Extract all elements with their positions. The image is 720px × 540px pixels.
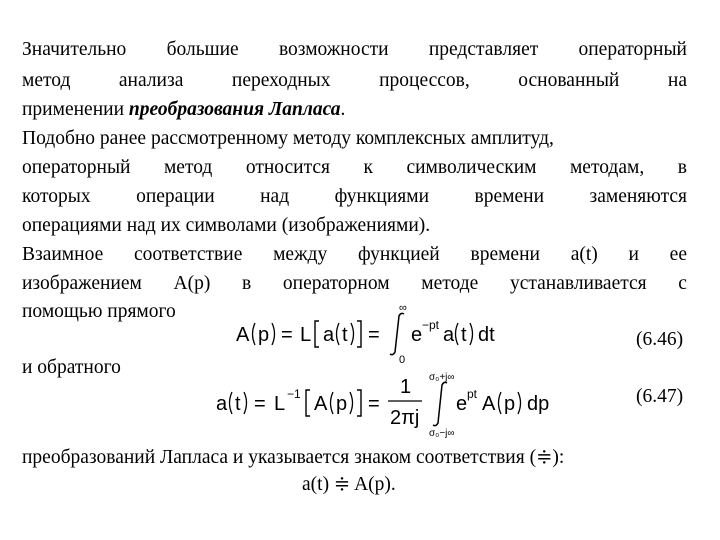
formula-arg: p [336, 393, 348, 415]
bracket-left [315, 321, 319, 347]
integral-upper-limit: ∞ [399, 302, 407, 314]
operator-exponent: −1 [287, 387, 301, 401]
bracket-left [306, 390, 310, 416]
formula-direct-laplace [228, 300, 528, 364]
formula-inner: a [323, 324, 335, 346]
emphasized-term: преобразования Лапласа [128, 99, 341, 120]
word: на [667, 70, 687, 91]
integral-upper-limit: σ₀+j∞ [429, 372, 455, 383]
word: изображением [22, 273, 142, 294]
paren-left [253, 323, 256, 345]
paragraph1-line2 [22, 69, 687, 93]
paragraph3-line2 [22, 272, 687, 296]
integrand-exponent: pt [467, 387, 478, 401]
paren-right [518, 392, 521, 414]
paragraph2-line1: Подобно ранее рассмотренному методу комплексных амплитуд, [22, 128, 554, 149]
formula-operator: L [274, 393, 286, 415]
word: операторном [282, 273, 390, 294]
word: которых [22, 186, 91, 207]
word: заменяются [589, 186, 687, 207]
paren-left [337, 323, 340, 345]
word: метод [163, 157, 213, 178]
paren-left [499, 392, 502, 414]
paren-left [230, 392, 233, 414]
label-inverse: и обратного [22, 357, 121, 378]
formula-arg: t [342, 324, 348, 346]
integral-lower-limit: σ₀−j∞ [429, 428, 455, 439]
word: операторный [22, 157, 131, 178]
word: времени [474, 186, 545, 207]
word: в [242, 273, 252, 294]
word: соответствие [133, 244, 243, 265]
equation-number: (6.46) [636, 329, 684, 350]
closing-line2: a(t) ≑ A(p). [302, 474, 396, 495]
word: анализа [118, 70, 184, 91]
word: с [678, 273, 687, 294]
fraction-denominator: 2πj [390, 407, 420, 429]
word: между [273, 244, 328, 265]
paren-left [456, 323, 459, 345]
formula-eq: = [281, 324, 293, 346]
formula-operator: L [300, 324, 312, 346]
paragraph1-line1 [22, 38, 687, 62]
integral-sign [433, 382, 447, 425]
bracket-right [357, 321, 361, 347]
word: метод [22, 70, 71, 91]
formula-eq: = [254, 393, 266, 415]
formula-arg: t [235, 393, 241, 415]
formula-lhs: a [216, 393, 228, 415]
text: . [340, 99, 346, 120]
paragraph2-line4: операциями над их символами (изображениями). [22, 215, 431, 236]
integrand-function: A [482, 393, 496, 415]
paren-right [470, 323, 473, 345]
word: устанавливается [509, 273, 647, 294]
text: применении [22, 99, 129, 120]
word: возможности [278, 39, 389, 60]
formula-arg: t [461, 324, 467, 346]
word: времени [470, 244, 540, 265]
word: ее [669, 244, 687, 265]
word: и [628, 244, 639, 265]
integrand-function: a [443, 324, 455, 346]
word: основанный [518, 70, 620, 91]
formula-eq: = [368, 324, 380, 346]
word: методам, [569, 157, 645, 178]
word: Взаимное [22, 244, 104, 265]
paragraph2-line2 [22, 156, 687, 180]
integral-sign [390, 313, 404, 354]
differential: dp [527, 393, 550, 415]
paragraph3-line1 [22, 243, 687, 267]
word: операторный [578, 39, 687, 60]
formula-inner: A [314, 393, 328, 415]
closing-line1: преобразований Лапласа и указывается знаком соответствия (≑): [22, 447, 565, 468]
word: представляет [428, 39, 539, 60]
word: переходных [231, 70, 331, 91]
word: большие [166, 39, 239, 60]
formula-arg: p [258, 324, 270, 346]
fraction-numerator: 1 [400, 376, 412, 398]
bracket-right [357, 390, 361, 416]
formula-arg: p [504, 393, 516, 415]
paren-left [331, 392, 334, 414]
paren-right [244, 392, 247, 414]
integral-lower-limit: 0 [399, 354, 406, 364]
integrand-exponent: −pt [422, 318, 440, 332]
paren-right [350, 392, 353, 414]
paragraph3-line3: помощью прямого [22, 301, 176, 322]
word: функцией [357, 244, 440, 265]
word: a(t) [570, 244, 598, 265]
formula-inverse-laplace [210, 368, 590, 440]
word: операции [136, 186, 215, 207]
formula-eq: = [368, 393, 380, 415]
word: методе [421, 273, 479, 294]
word: к [363, 157, 373, 178]
word: A(p) [173, 273, 211, 294]
paragraph2-line3 [22, 185, 687, 209]
word: в [677, 157, 687, 178]
word: Значительно [22, 39, 127, 60]
word: символическим [406, 157, 537, 178]
paren-right [351, 323, 354, 345]
formula-lhs: A [236, 324, 250, 346]
word: функциями [334, 186, 430, 207]
equation-number: (6.47) [636, 386, 684, 407]
differential: dt [478, 324, 495, 346]
paragraph1-line3 [22, 98, 687, 122]
integrand-base: e [456, 393, 468, 415]
integrand-base: e [411, 324, 423, 346]
word: над [260, 186, 290, 207]
word: относится [245, 157, 330, 178]
paren-right [272, 323, 275, 345]
word: процессов, [379, 70, 470, 91]
